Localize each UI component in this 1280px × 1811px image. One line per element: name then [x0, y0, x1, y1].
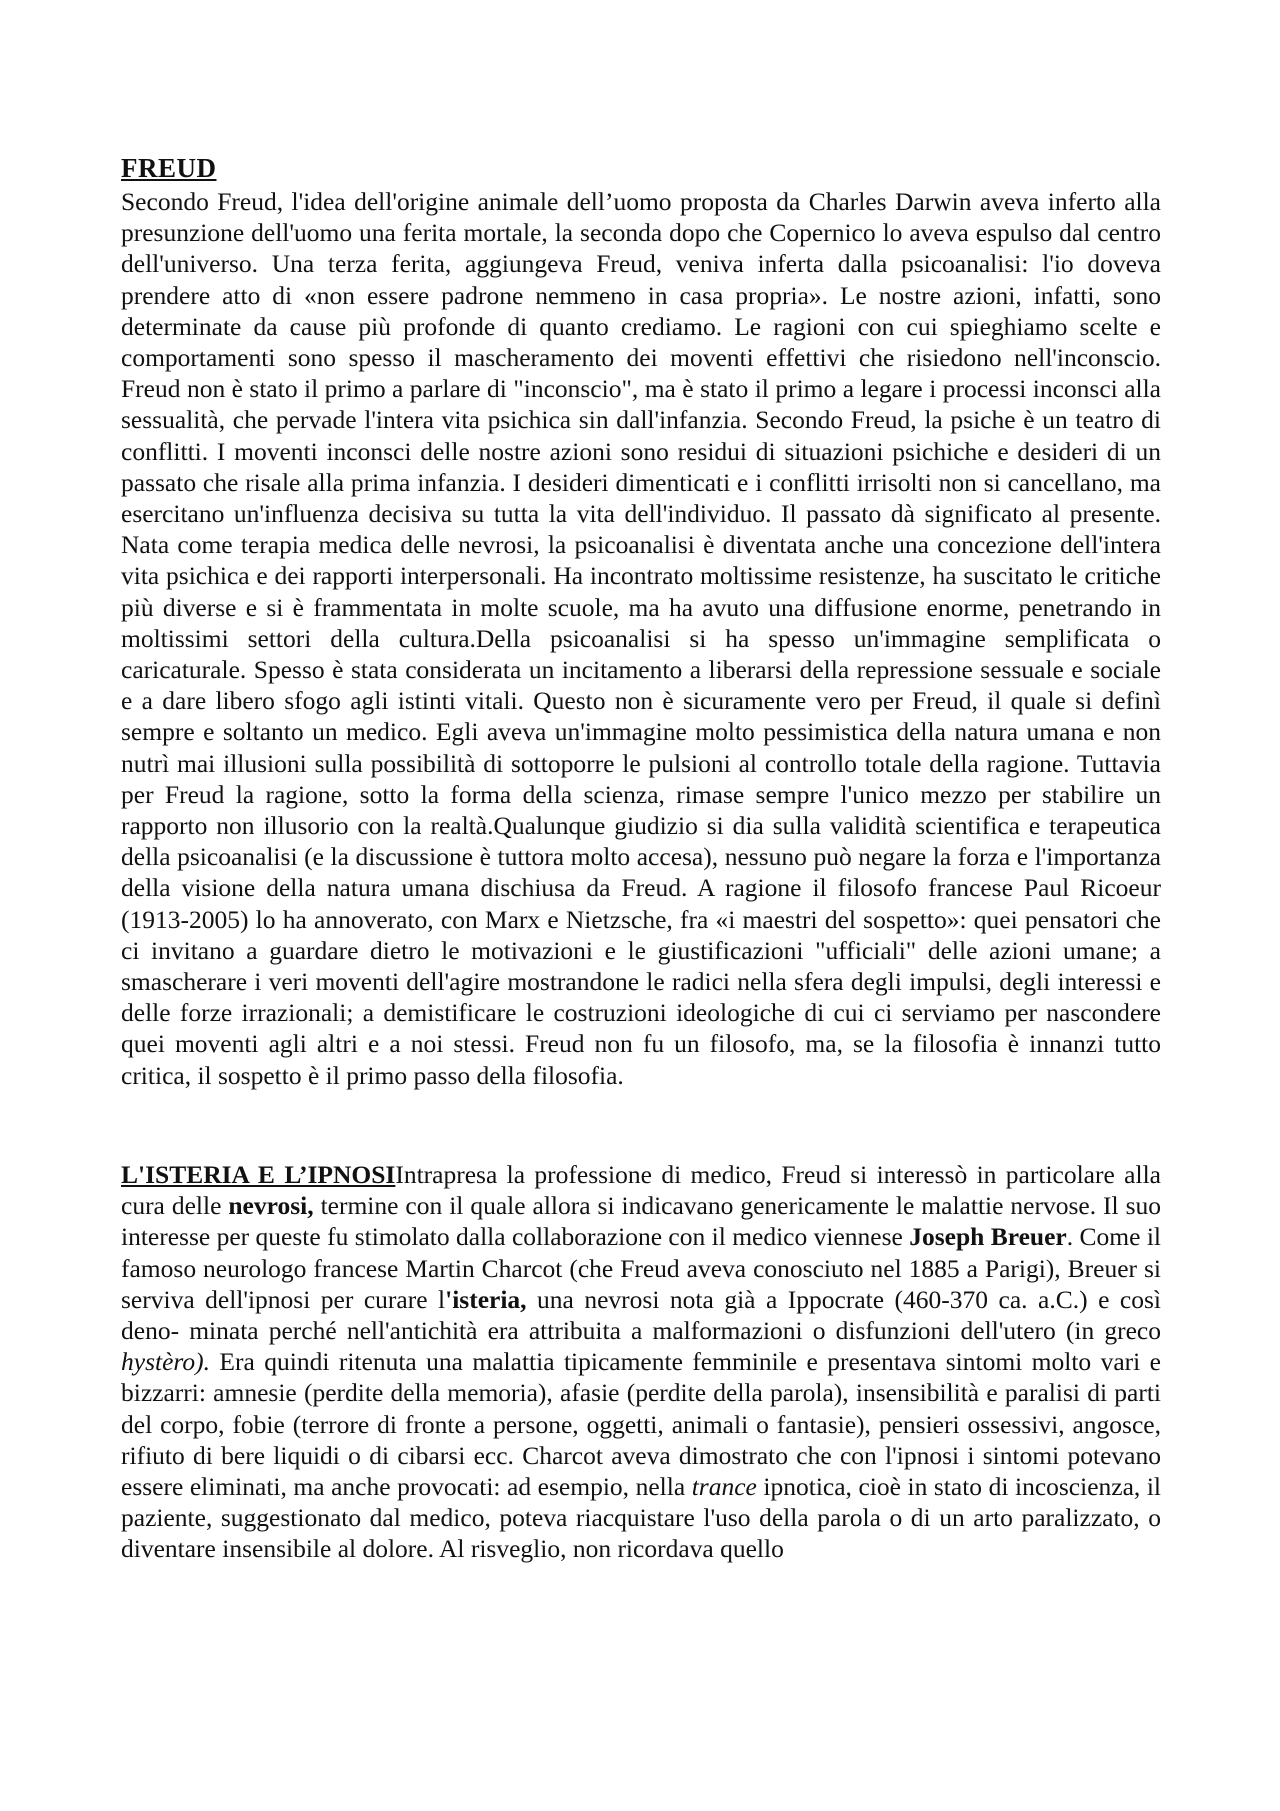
- bold-term-isteria: 'isteria,: [445, 1284, 527, 1314]
- text-run: . Come il famoso neurologo francese Martin Charcot (che Freud aveva conosciuto nel 1885 a Parigi), Breuer si serviva dell'ipnosi per curare l: [121, 1222, 1161, 1314]
- section-title-freud: FREUD: [121, 153, 217, 183]
- text-run: termine con il quale allora si indicavano genericamente le malattie nervose. Il suo interesse per queste fu stimolato dalla collaborazione con il medico viennese: [121, 1191, 1161, 1252]
- italic-term-hystero: hystèro).: [121, 1347, 210, 1377]
- section-body-isteria: [121, 1159, 1161, 1565]
- text-run: Era quindi ritenuta una malattia tipicamente femminile e presentava sintomi molto vari e bizzarri: amnesie (perdite della memoria), afasie (perdite della parola), insensibilità e paralisi di parti del corpo, fobie (terrore di fronte a persone, oggetti, animali o fantasie), pensieri ossessivi, angosce, rifiuto di bere liquidi o di cibarsi ecc. Charcot aveva dimostrato che con l'ipnosi i sintomi potevano essere eliminati, ma anche provocati: ad esempio, nella: [121, 1347, 1161, 1501]
- section-body-freud: Secondo Freud, l'idea dell'origine animale dell’uomo proposta da Charles Darwin aveva inferto alla presunzione dell'uomo una ferita mortale, la seconda dopo che Copernico lo aveva espulso dal centro dell'universo. Una terza ferita, aggiungeva Freud, veniva inferta dalla psicoanalisi: l'io doveva prendere atto di «non essere padrone nemmeno in casa propria». Le nostre azioni, infatti, sono determinate da cause più profonde di quanto crediamo. Le ragioni con cui spieghiamo scelte e comportamenti sono spesso il mascheramento dei moventi effettivi che risiedono nell'inconscio. Freud non è stato il primo a parlare di "inconscio", ma è stato il primo a legare i processi inconsci alla sessualità, che pervade l'intera vita psichica sin dall'infanzia. Secondo Freud, la psiche è un teatro di conflitti. I moventi inconsci delle nostre azioni sono residui di situazioni psichiche e desideri di un passato che risale alla prima infanzia. I desideri dimenticati e i conflitti irrisolti non si cancellano, ma esercitano un'influenza decisiva su tutta la vita dell'individuo. Il passato dà significato al presente. Nata come terapia medica delle nevrosi, la psicoanalisi è diventata anche una concezione dell'intera vita psichica e dei rapporti interpersonali. Ha incontrato moltissime resistenze, ha suscitato le critiche più diverse e si è frammentata in molte scuole, ma ha avuto una diffusione enorme, penetrando in moltissimi settori della cultura.Della psicoanalisi si ha spesso un'immagine semplificata o caricaturale. Spesso è stata considerata un incitamento a liberarsi della repressione sessuale e sociale e a dare libero sfogo agli istinti vitali. Questo non è sicuramente vero per Freud, il quale si definì sempre e soltanto un medico. Egli aveva un'immagine molto pessimistica della natura umana e non nutrì mai illusioni sulla possibilità di sottoporre le pulsioni al controllo totale della ragione. Tuttavia per Freud la ragione, sotto la forma della scienza, rimase sempre l'unico mezzo per stabilire un rapporto non illusorio con la realtà.Qualunque giudizio si dia sulla validità scientifica e terapeutica della psicoanalisi (e la discussione è tuttora molto accesa), nessuno può negare la forza e l'importanza della visione della natura umana dischiusa da Freud. A ragione il filosofo francese Paul Ricoeur (1913-2005) lo ha annoverato, con Marx e Nietzsche, fra «i maestri del sospetto»: quei pensatori che ci invitano a guardare dietro le motivazioni e le giustificazioni "ufficiali" delle azioni umane; a smascherare i veri moventi dell'agire mostrandone le radici nella sfera degli impulsi, degli interessi e delle forze irrazionali; a demistificare le costruzioni ideologiche di cui ci serviamo per nascondere quei moventi agli altri e a noi stessi. Freud non fu un filosofo, ma, se la filosofia è innanzi tutto critica, il sospetto è il primo passo della filosofia.: [121, 187, 1161, 1090]
- bold-name-breuer: Joseph Breuer: [909, 1222, 1067, 1252]
- document-page: [121, 150, 1161, 1565]
- text-run: una nevrosi nota già a Ippocrate (460-370 ca. a.C.) e così deno- minata perché nell'antichità era attribuita a malformazioni o disfunzioni dell'utero (in greco: [121, 1284, 1161, 1345]
- italic-term-trance: trance: [691, 1471, 757, 1501]
- section-gap: [121, 1091, 1161, 1159]
- bold-term-nevrosi: nevrosi,: [228, 1191, 314, 1221]
- text-run: Intrapresa la professione di medico, Freud si interessò in particolare alla cura delle: [121, 1159, 1161, 1221]
- text-run: ipnotica, cioè in stato di incoscienza, il paziente, suggestionato dal medico, poteva riacquistare l'uso della parola o di un arto paralizzato, o diventare insensibile al dolore. Al risveglio, non ricordava quello: [121, 1471, 1162, 1564]
- section-title-isteria: L'ISTERIA E L’IPNOSI: [121, 1159, 396, 1189]
